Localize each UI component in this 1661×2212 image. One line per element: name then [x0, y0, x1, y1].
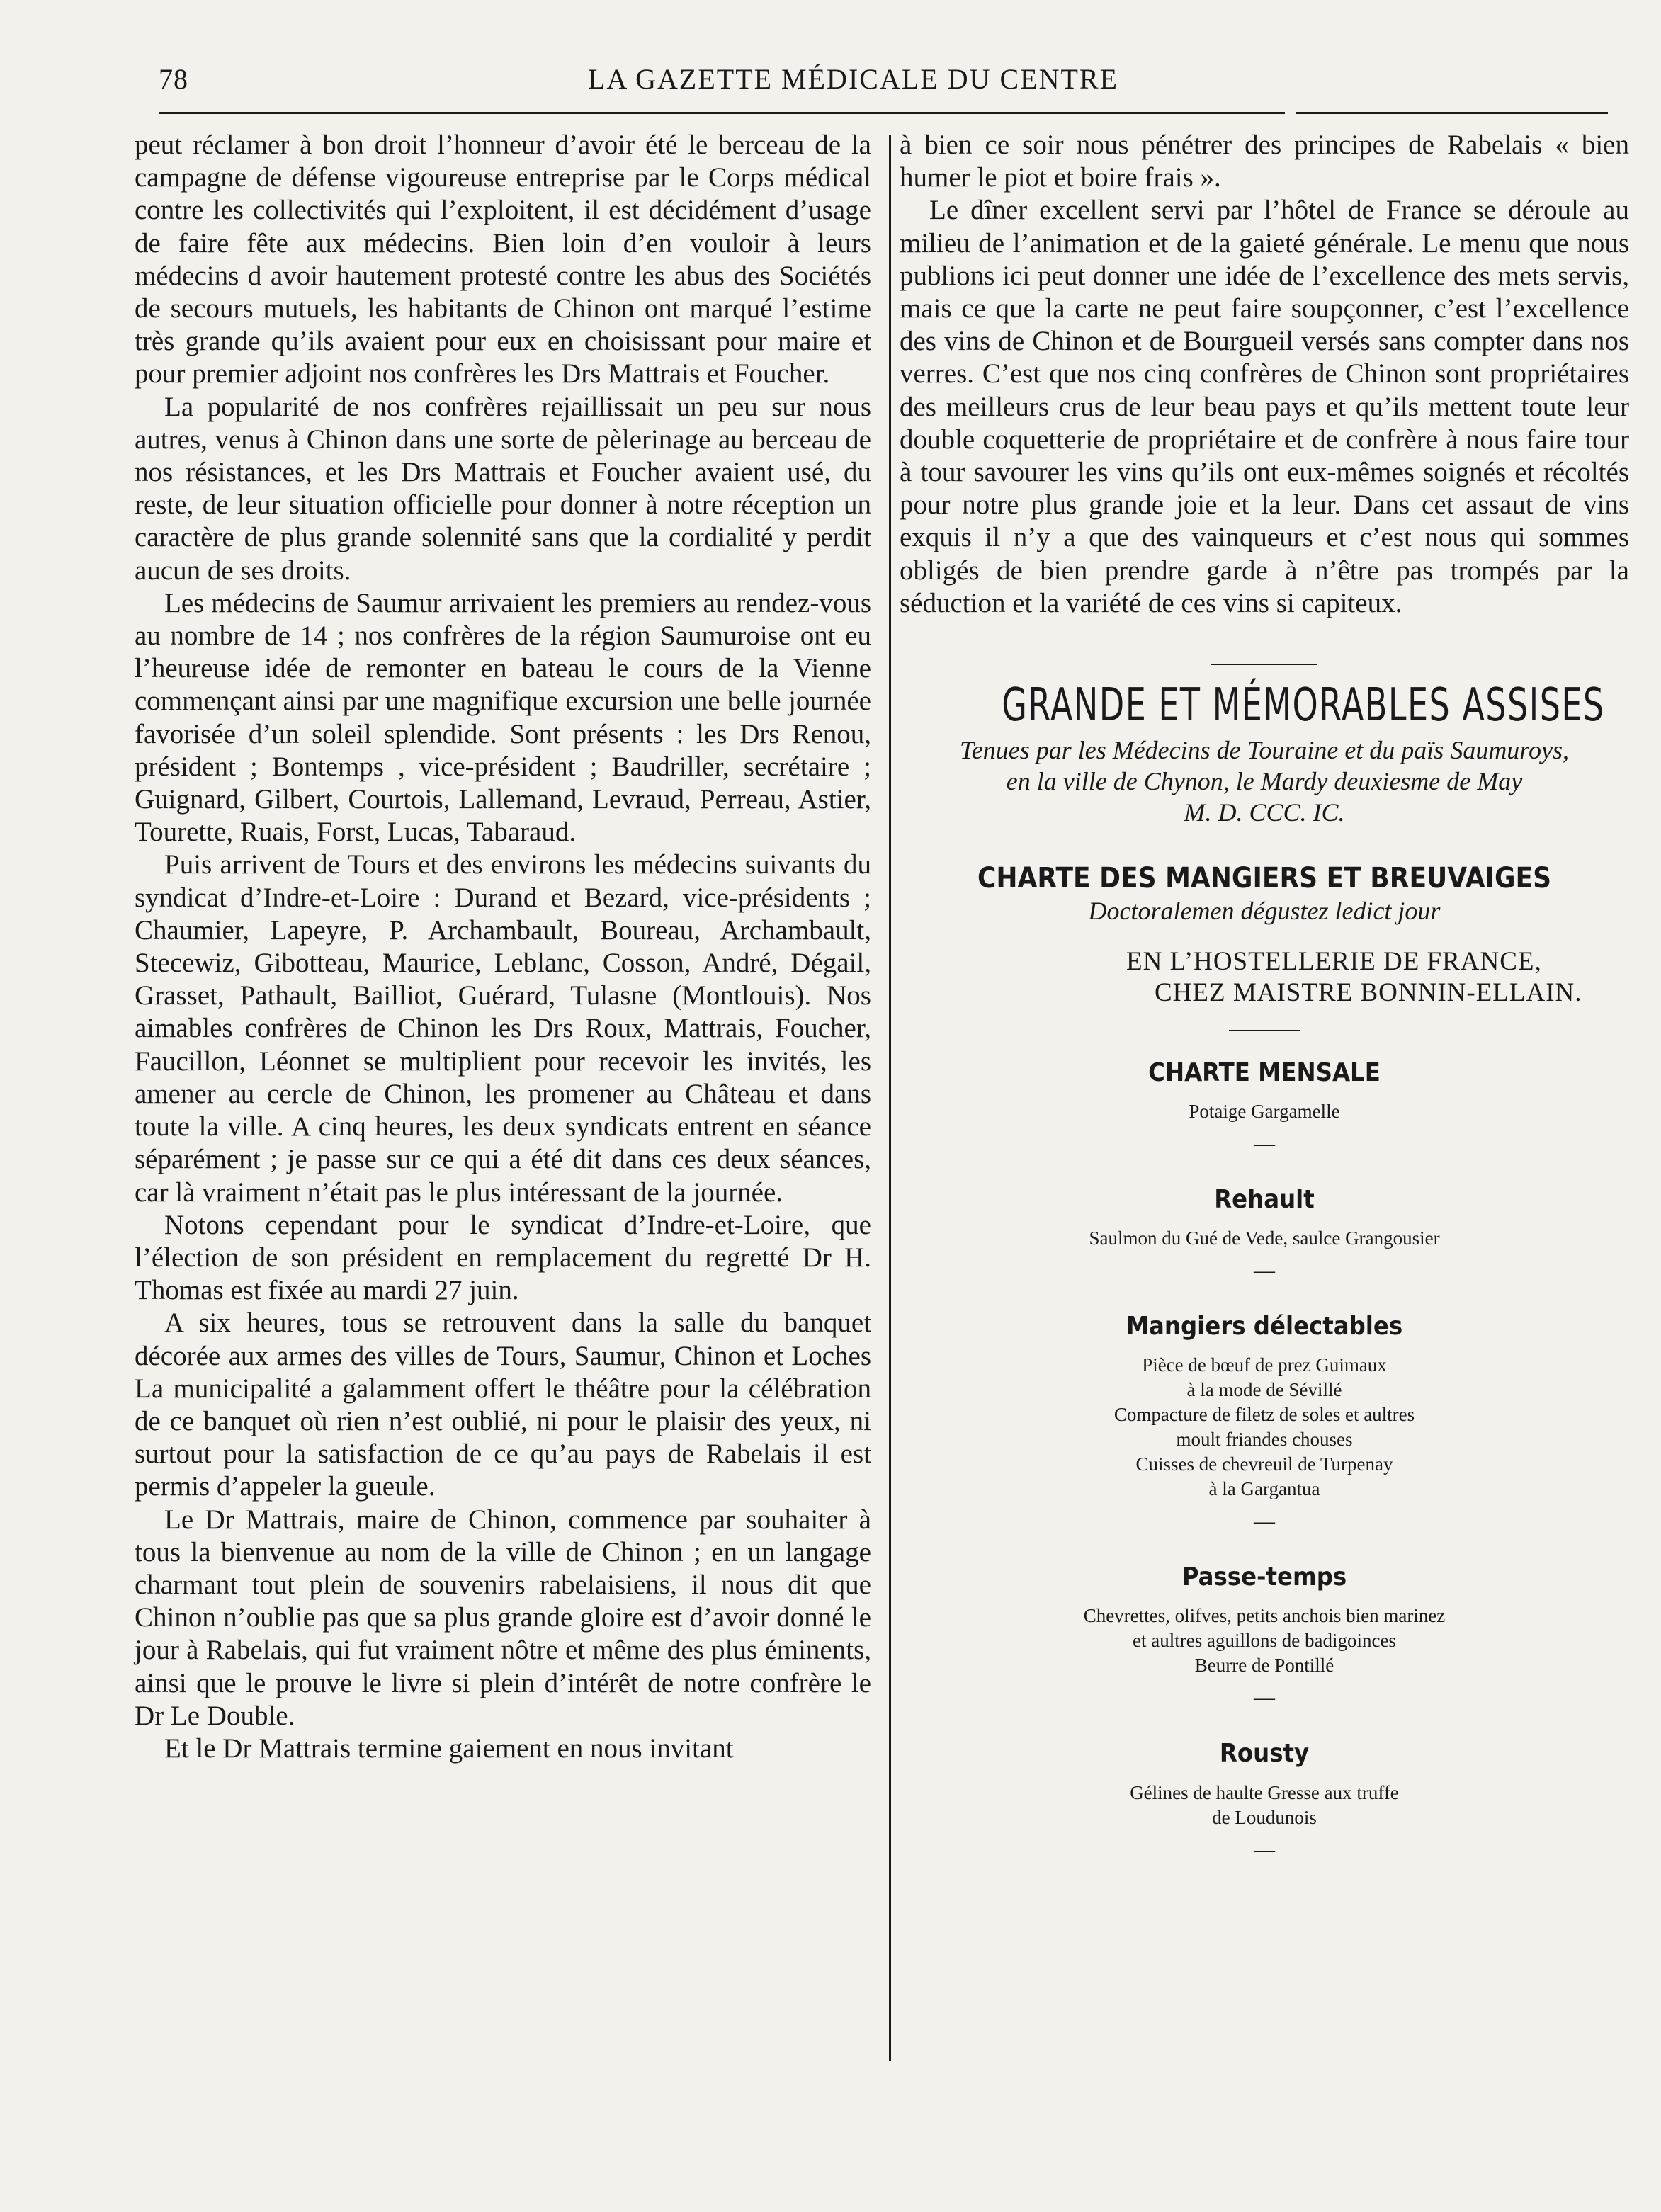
menu-section-title: CHARTE MENSALE	[1148, 1057, 1381, 1087]
charter-tagline: Doctoralemen dégustez ledict jour	[1088, 897, 1441, 926]
header-rule-right	[1296, 112, 1608, 114]
menu-dash: —	[1254, 1686, 1275, 1710]
column-divider	[889, 135, 891, 2061]
menu-section-title: Rousty	[1219, 1739, 1310, 1769]
page-number: 78	[159, 63, 188, 95]
paragraph: Notons cependant pour le syndicat d’Indre-et-Loire, que l’élection de son président en remplacement du regretté Dr H. Thomas est fixée au mardi 27 juin.	[135, 1209, 871, 1306]
running-head: LA GAZETTE MÉDICALE DU CENTRE	[588, 63, 1119, 95]
menu-rule	[1229, 1030, 1300, 1031]
menu-dish: Gélines de haulte Gresse aux truffe	[1130, 1781, 1399, 1803]
menu-dish: Potaige Gargamelle	[1189, 1100, 1340, 1122]
left-column	[135, 129, 871, 1765]
menu-dish: Beurre de Pontillé	[1194, 1655, 1334, 1677]
inn-address	[900, 946, 1629, 1009]
menu-dish: Chevrettes, olifves, petits anchois bien marinez	[1083, 1605, 1446, 1627]
menu-subtitle	[900, 735, 1629, 828]
menu-dash: —	[1254, 1131, 1275, 1155]
section-rule	[1211, 664, 1317, 665]
menu-section-title: Rehault	[1214, 1184, 1315, 1214]
menu-dash: —	[1254, 1259, 1275, 1283]
menu-dish: moult friandes chouses	[1176, 1429, 1353, 1451]
menu-dish: Cuisses de chevreuil de Turpenay	[1135, 1453, 1393, 1475]
menu-dish: Compacture de filetz de soles et aultres	[1113, 1404, 1415, 1426]
menu-dish: à la mode de Sévillé	[1186, 1379, 1342, 1401]
menu-dish: Pièce de bœuf de prez Guimaux	[1142, 1354, 1387, 1376]
menu-section-title: Passe-temps	[1181, 1562, 1347, 1592]
paragraph: Le dîner excellent servi par l’hôtel de France se déroule au milieu de l’animation et de la gaieté générale. Le menu que nous publions ici peut donner une idée de l’excellence des mets servis, mais ce que la carte ne peut faire soupçonner, c’est l’excellence des vins de Chinon et de Bourgueil versés sans compter dans nos verres. C’est que nos cinq confrères de Chinon sont propriétaires des meilleurs crus de leur beau pays et qu’ils mettent toute leur double coquetterie de propriétaire et de confrère à nous faire tour à tour savourer les vins qu’ils ont eux-mêmes soignés et récoltés pour notre plus grande joie et la leur. Dans cet assaut de vins exquis il n’y a que des vainqueurs et c’est nous qui sommes obligés de bien prendre garde à n’être pas trompés par la séduction et la variété de ces vins si capiteux.	[900, 195, 1629, 618]
menu-dish: à la Gargantua	[1208, 1478, 1320, 1500]
inn-line: CHEZ MAISTRE BONNIN-ELLAIN.	[1155, 977, 1582, 1007]
menu-dash: —	[1254, 1509, 1275, 1533]
paragraph: à bien ce soir nous pénétrer des principes de Rabelais « bien humer le piot et boire frais ».	[900, 130, 1629, 193]
menu-dish: Saulmon du Gué de Vede, saulce Grangousier	[1089, 1227, 1440, 1249]
charter-title: CHARTE DES MANGIERS ET BREUVAIGES	[977, 862, 1552, 895]
menu-subtitle-line: en la ville de Chynon, le Mardy deuxiesme de May	[1006, 767, 1523, 796]
paragraph: Les médecins de Saumur arrivaient les premiers au rendez-vous au nombre de 14 ; nos confrères de la région Saumuroise ont eu l’heureuse idée de remonter en bateau le cours de la Vienne commençant ainsi par une magnifique excursion une belle journée favorisée d’un soleil splendide. Sont présents : les Drs Renou, président ; Bontemps , vice-président ; Baudriller, secrétaire ; Guignard, Gilbert, Courtois, Lallemand, Levraud, Perreau, Astier, Tourette, Ruais, Forst, Lucas, Tabaraud.	[135, 587, 871, 848]
paragraph: La popularité de nos confrères rejaillissait un peu sur nous autres, venus à Chinon dans une sorte de pèlerinage au berceau de nos résistances, et les Drs Mattrais et Foucher avaient usé, du reste, de leur situation officielle pour donner à notre réception un caractère de plus grande solennité sans que la cordialité y perdit aucun de ses droits.	[135, 391, 871, 586]
paragraph: peut réclamer à bon droit l’honneur d’avoir été le berceau de la campagne de défense vigoureuse entreprise par le Corps médical contre les collectivités qui l’exploitent, il est décidément d’usage de faire fête aux médecins. Bien loin d’en vouloir à leurs médecins d avoir hautement protesté contre les abus des Sociétés de secours mutuels, les habitants de Chinon ont marqué l’estime très grande qu’ils avaient pour eux en choisissant pour maire et pour premier adjoint nos confrères les Drs Mattrais et Foucher.	[135, 130, 871, 390]
menu-dish: et aultres aguillons de badigoinces	[1133, 1630, 1396, 1652]
paragraph: Puis arrivent de Tours et des environs les médecins suivants du syndicat d’Indre-et-Loire : Durand et Bezard, vice-présidents ; Chaumier, Lapeyre, P. Archambault, Boureau, Archambault, Stecewiz, Gibotteau, Maurice, Leblanc, Cosson, André, Dégail, Grasset, Pathault, Bailliot, Guérard, Tulasne (Montlouis). Nos aimables confrères de Chinon les Drs Roux, Mattrais, Foucher, Faucillon, Léonnet se multiplient pour recevoir les invités, les amener au cercle de Chinon, les promener au Château et dans toute la ville. A cinq heures, les deux syndicats entrent en séance séparément ; je passe sur ce qui a été dit dans ces deux séances, car là vraiment n’était pas le plus intéressant de la journée.	[135, 849, 871, 1208]
paragraph: Et le Dr Mattrais termine gaiement en nous invitant	[164, 1732, 734, 1764]
paragraph: A six heures, tous se retrouvent dans la salle du banquet décorée aux armes des villes de Tours, Saumur, Chinon et Loches La municipalité a galamment offert le théâtre pour la célébration de ce banquet où rien n’est oublié, ni pour le plaisir des yeux, ni surtout pour la satisfaction de ce qu’au pays de Rabelais il est permis d’appeler la gueule.	[135, 1308, 871, 1502]
menu-subtitle-line: M. D. CCC. IC.	[1184, 798, 1345, 827]
menu-subtitle-line: Tenues par les Médecins de Touraine et du païs Saumuroys,	[960, 736, 1569, 765]
inn-line: EN L’HOSTELLERIE DE FRANCE,	[1126, 946, 1542, 976]
right-column	[900, 129, 1629, 1864]
menu-section-title: Mangiers délectables	[1126, 1312, 1403, 1342]
paragraph: Le Dr Mattrais, maire de Chinon, commence par souhaiter à tous la bienvenue au nom de la ville de Chinon ; en un langage charmant tout plein de souvenirs rabelaisiens, il nous dit que Chinon n’oublie pas que sa plus grande gloire est d’avoir donné le jour à Rabelais, qui fut vraiment nôtre et même des plus éminents, ainsi que le prouve le livre si plein d’intérêt de notre confrère le Dr Le Double.	[135, 1504, 871, 1731]
menu-title: GRANDE ET MÉMORABLES ASSISES	[1002, 679, 1605, 732]
header-rule	[159, 112, 1285, 114]
menu-dish: de Loudunois	[1212, 1806, 1317, 1828]
menu-dash: —	[1254, 1837, 1275, 1861]
